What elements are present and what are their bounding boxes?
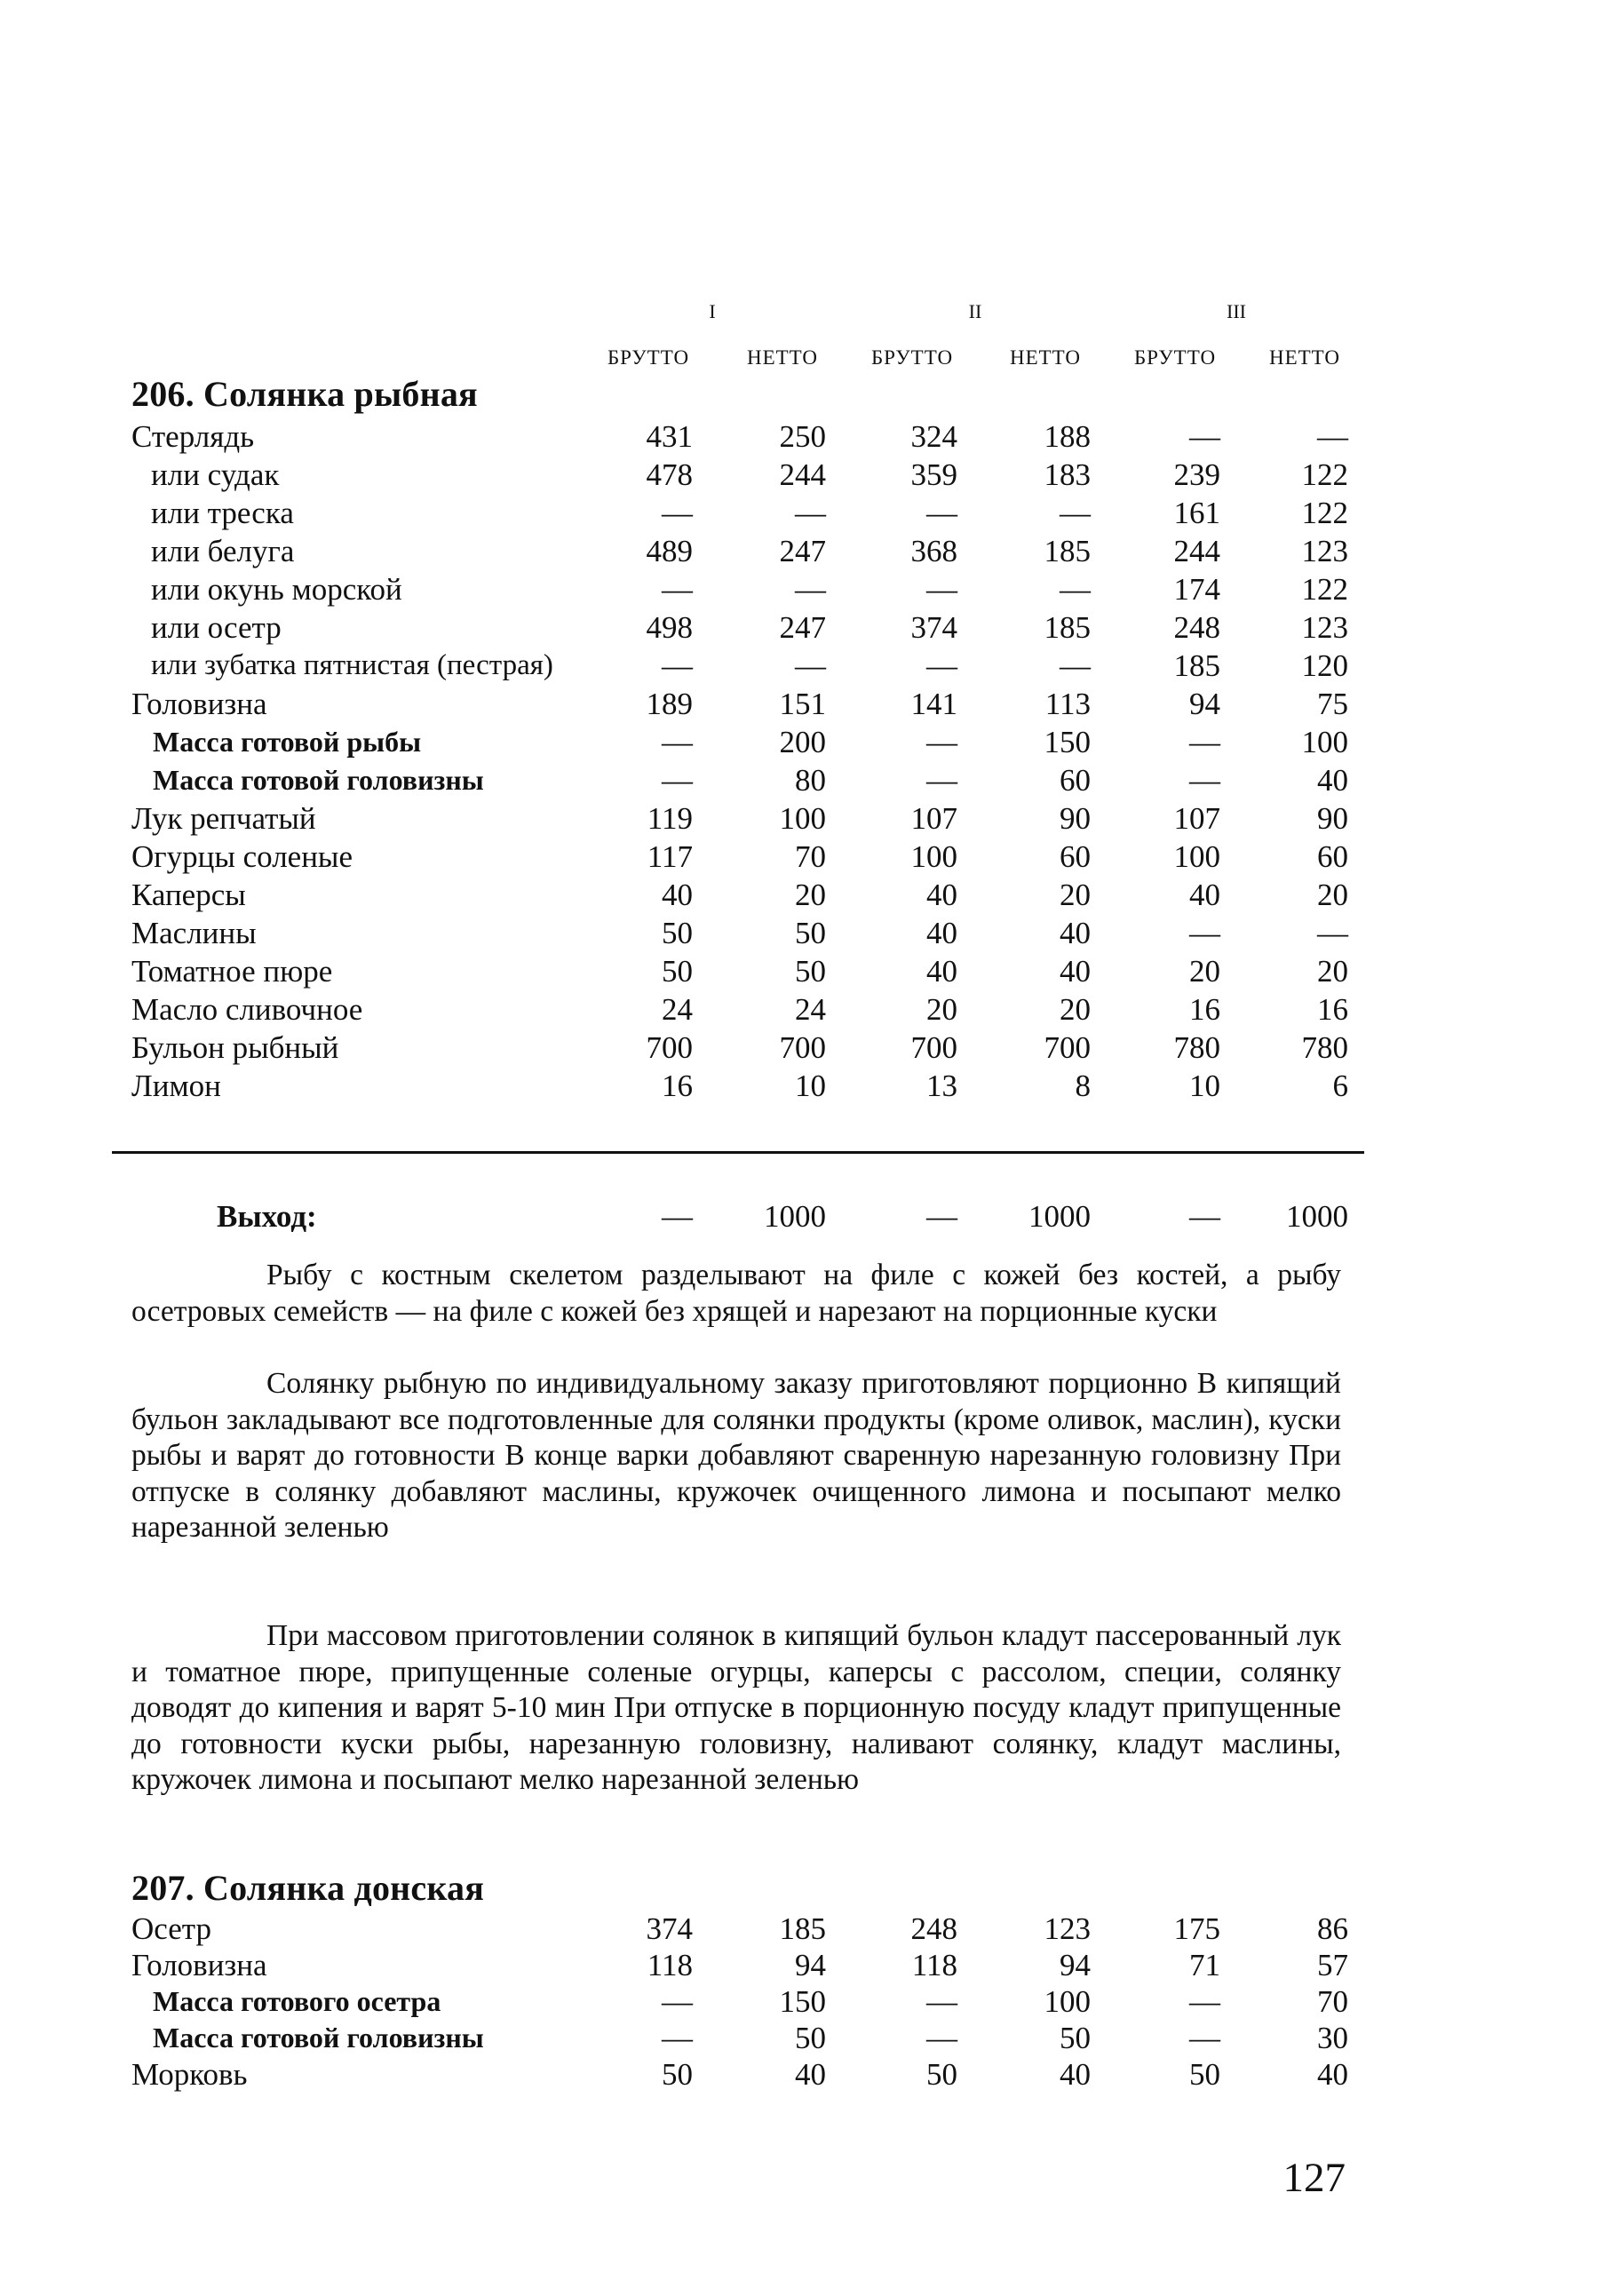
ingredient-name: или осетр (151, 610, 282, 645)
netto-3: 75 (1317, 687, 1348, 721)
ingredient-name: Каперсы (131, 878, 246, 912)
ingredient-name: или окунь морской (151, 572, 402, 607)
brutto-1: 50 (662, 2057, 693, 2092)
netto-3: — (1317, 916, 1348, 950)
table-row (0, 1946, 1612, 1984)
brutto-3: 50 (1189, 2057, 1220, 2092)
ingredient-name: Головизна (131, 687, 267, 721)
netto-2: 40 (1060, 916, 1091, 950)
table-row (0, 685, 1612, 723)
netto-2: 123 (1044, 1911, 1091, 1946)
brutto-1: — (662, 725, 693, 759)
table-row (0, 952, 1612, 990)
netto-1: 100 (779, 801, 826, 836)
brutto-1: 50 (662, 916, 693, 950)
table-row (0, 2019, 1612, 2057)
table-row (0, 838, 1612, 876)
netto-2: — (1060, 572, 1091, 607)
netto-3: — (1317, 419, 1348, 454)
netto-1: — (795, 648, 826, 683)
output-row (0, 1197, 1612, 1236)
brutto-1: 431 (646, 419, 693, 454)
ingredient-name: Головизна (131, 1948, 267, 1982)
brutto-2: 40 (926, 954, 957, 989)
netto-3: 57 (1317, 1948, 1348, 1982)
netto-3: 120 (1301, 648, 1348, 683)
brutto-3: 10 (1189, 1069, 1220, 1103)
netto-2: 40 (1060, 954, 1091, 989)
netto-3: 60 (1317, 839, 1348, 874)
table-row (0, 570, 1612, 608)
table-row (0, 1910, 1612, 1948)
brutto-1: 16 (662, 1069, 693, 1103)
paragraph-individual: Солянку рыбную по индивидуальному заказу приготовляют порционно В кипящий бульон закладывают все подготовленные для солянки продукты (кроме оливок, маслин), куски рыбы и варят до готовности В конце варки добавляют сваренную нарезанную головизну При отпуске в солянку добавляют маслины, кружочек очищенного лимона и посыпают мелко нарезанной зеленью (131, 1367, 1341, 1544)
brutto-3: — (1189, 2021, 1220, 2055)
brutto-2: — (926, 725, 957, 759)
brutto-3: 780 (1173, 1030, 1220, 1065)
column-group-row (0, 300, 1612, 336)
netto-3: 780 (1301, 1030, 1348, 1065)
netto-3: 122 (1301, 457, 1348, 492)
table-row (0, 1067, 1612, 1105)
table-row (0, 1029, 1612, 1067)
paragraph-cutting: Рыбу с костным скелетом разделывают на филе с кожей без костей, а рыбу осетровых семейств — на филе с кожей без хрящей и нарезают на порционные куски (131, 1259, 1341, 1328)
brutto-1: 498 (646, 610, 693, 645)
netto-3: 86 (1317, 1911, 1348, 1946)
brutto-2: 324 (910, 419, 957, 454)
output-brutto-2: — (926, 1199, 957, 1234)
column-group-1: I (709, 300, 716, 322)
brutto-2: — (926, 2021, 957, 2055)
brutto-3: — (1189, 419, 1220, 454)
brutto-1: 40 (662, 878, 693, 912)
table-row (0, 417, 1612, 456)
ingredient-name: или зубатка пятнистая (пестрая) (151, 649, 553, 681)
table-row (0, 723, 1612, 761)
netto-1: — (795, 496, 826, 530)
netto-1: 247 (779, 534, 826, 568)
recipe-206-title: 206. Солянка рыбная (131, 374, 478, 414)
ingredient-name: Морковь (131, 2057, 248, 2092)
column-header-netto-3: НЕТТО (1268, 346, 1341, 369)
brutto-1: 24 (662, 992, 693, 1027)
ingredient-name: Маслины (131, 916, 257, 950)
netto-1: 94 (795, 1948, 826, 1982)
brutto-2: 248 (910, 1911, 957, 1946)
brutto-2: 13 (926, 1069, 957, 1103)
netto-1: 10 (795, 1069, 826, 1103)
brutto-1: — (662, 572, 693, 607)
netto-2: 20 (1060, 992, 1091, 1027)
table-row (0, 532, 1612, 570)
table-row (0, 990, 1612, 1029)
table-row (0, 914, 1612, 952)
brutto-2: 368 (910, 534, 957, 568)
column-header-netto-1: НЕТТО (746, 346, 819, 369)
netto-1: 20 (795, 878, 826, 912)
brutto-2: — (926, 572, 957, 607)
table-row (0, 799, 1612, 838)
paragraph-mass: При массовом приготовлении солянок в кипящий бульон кладут пассерованный лук и томатное пюре, припущенные соленые огурцы, каперсы с рассолом, специи, солянку доводят до кипения и варят 5-10 мин При отпуске в порционную посуду кладут припущенные до готовности куски рыбы, нарезанную головизну, наливают солянку, кладут маслины, кружочек лимона и посыпают мелко нарезанной зеленью (131, 1619, 1341, 1796)
netto-2: — (1060, 648, 1091, 683)
netto-1: 150 (779, 1984, 826, 2019)
netto-1: 70 (795, 839, 826, 874)
netto-2: 94 (1060, 1948, 1091, 1982)
netto-3: 123 (1301, 610, 1348, 645)
brutto-1: 374 (646, 1911, 693, 1946)
brutto-1: — (662, 1984, 693, 2019)
brutto-1: 117 (647, 839, 693, 874)
column-header-brutto-3: БРУТТО (1133, 346, 1217, 369)
ingredient-name: Масса готовой головизны (153, 764, 484, 796)
netto-3: 122 (1301, 572, 1348, 607)
netto-2: 150 (1044, 725, 1091, 759)
netto-1: 40 (795, 2057, 826, 2092)
brutto-3: 248 (1173, 610, 1220, 645)
output-label: Выход: (217, 1199, 317, 1234)
brutto-1: 50 (662, 954, 693, 989)
page-number: 127 (1282, 2155, 1346, 2201)
brutto-3: 94 (1189, 687, 1220, 721)
brutto-1: — (662, 763, 693, 798)
netto-2: 90 (1060, 801, 1091, 836)
netto-2: 40 (1060, 2057, 1091, 2092)
brutto-3: — (1189, 725, 1220, 759)
brutto-2: 100 (910, 839, 957, 874)
recipe-207-title: 207. Солянка донская (131, 1868, 485, 1908)
column-header-brutto-2: БРУТТО (870, 346, 954, 369)
brutto-2: 107 (910, 801, 957, 836)
brutto-1: 119 (647, 801, 693, 836)
brutto-3: 20 (1189, 954, 1220, 989)
brutto-2: — (926, 648, 957, 683)
brutto-2: 374 (910, 610, 957, 645)
column-group-3: III (1227, 300, 1246, 322)
table-row (0, 647, 1612, 685)
brutto-1: 489 (646, 534, 693, 568)
brutto-2: — (926, 1984, 957, 2019)
brutto-3: — (1189, 1984, 1220, 2019)
ingredient-name: или судак (151, 457, 280, 492)
output-brutto-1: — (662, 1199, 693, 1234)
netto-3: 20 (1317, 878, 1348, 912)
ingredient-name: Осетр (131, 1911, 211, 1946)
netto-3: 90 (1317, 801, 1348, 836)
netto-1: 50 (795, 916, 826, 950)
brutto-3: — (1189, 763, 1220, 798)
brutto-3: 40 (1189, 878, 1220, 912)
ingredient-name: Масса готовой рыбы (153, 726, 422, 758)
table-row (0, 761, 1612, 799)
column-group-2: II (968, 300, 982, 322)
brutto-2: 40 (926, 878, 957, 912)
netto-2: 700 (1044, 1030, 1091, 1065)
brutto-2: 40 (926, 916, 957, 950)
netto-3: 16 (1317, 992, 1348, 1027)
brutto-3: 185 (1173, 648, 1220, 683)
ingredient-name: Масса готового осетра (153, 1985, 441, 2017)
output-netto-3: 1000 (1286, 1199, 1348, 1234)
ingredient-name: или белуга (151, 534, 295, 568)
netto-2: 188 (1044, 419, 1091, 454)
column-header-brutto-1: БРУТТО (607, 346, 690, 369)
brutto-3: 174 (1173, 572, 1220, 607)
brutto-2: — (926, 763, 957, 798)
brutto-1: — (662, 496, 693, 530)
netto-3: 122 (1301, 496, 1348, 530)
brutto-3: 161 (1173, 496, 1220, 530)
brutto-2: 20 (926, 992, 957, 1027)
netto-2: 113 (1044, 687, 1091, 721)
brutto-3: 175 (1173, 1911, 1220, 1946)
ingredient-name: Масло сливочное (131, 992, 363, 1027)
netto-1: 50 (795, 2021, 826, 2055)
brutto-3: 16 (1189, 992, 1220, 1027)
netto-1: 700 (779, 1030, 826, 1065)
netto-3: 30 (1317, 2021, 1348, 2055)
table-row (0, 456, 1612, 494)
netto-3: 70 (1317, 1984, 1348, 2019)
table-row (0, 2055, 1612, 2093)
netto-2: 60 (1060, 763, 1091, 798)
netto-1: 244 (779, 457, 826, 492)
netto-1: 185 (779, 1911, 826, 1946)
brutto-1: 700 (646, 1030, 693, 1065)
netto-2: 100 (1044, 1984, 1091, 2019)
netto-3: 20 (1317, 954, 1348, 989)
table-row (0, 608, 1612, 647)
ingredient-name: Лимон (131, 1069, 221, 1103)
brutto-3: 71 (1189, 1948, 1220, 1982)
brutto-2: 141 (910, 687, 957, 721)
brutto-1: — (662, 648, 693, 683)
brutto-1: — (662, 2021, 693, 2055)
column-header-netto-2: НЕТТО (1009, 346, 1082, 369)
ingredient-name: Стерлядь (131, 419, 255, 454)
netto-2: 8 (1075, 1069, 1091, 1103)
netto-3: 123 (1301, 534, 1348, 568)
brutto-3: 100 (1173, 839, 1220, 874)
brutto-2: 50 (926, 2057, 957, 2092)
netto-1: 24 (795, 992, 826, 1027)
brutto-1: 478 (646, 457, 693, 492)
brutto-2: — (926, 496, 957, 530)
netto-1: 247 (779, 610, 826, 645)
netto-1: — (795, 572, 826, 607)
table-divider (112, 1151, 1364, 1154)
table-row (0, 494, 1612, 532)
netto-1: 250 (779, 419, 826, 454)
netto-3: 40 (1317, 763, 1348, 798)
ingredient-name: Лук репчатый (131, 801, 316, 836)
netto-2: 50 (1060, 2021, 1091, 2055)
netto-2: 185 (1044, 610, 1091, 645)
ingredient-name: или треска (151, 496, 294, 530)
output-netto-1: 1000 (764, 1199, 826, 1234)
brutto-2: 359 (910, 457, 957, 492)
netto-2: 185 (1044, 534, 1091, 568)
brutto-1: 118 (647, 1948, 693, 1982)
ingredient-name: Томатное пюре (131, 954, 333, 989)
brutto-2: 118 (911, 1948, 957, 1982)
ingredient-name: Огурцы соленые (131, 839, 353, 874)
brutto-3: 244 (1173, 534, 1220, 568)
netto-2: 60 (1060, 839, 1091, 874)
netto-2: — (1060, 496, 1091, 530)
netto-1: 50 (795, 954, 826, 989)
netto-3: 40 (1317, 2057, 1348, 2092)
table-row (0, 1982, 1612, 2021)
netto-2: 20 (1060, 878, 1091, 912)
netto-1: 80 (795, 763, 826, 798)
netto-1: 200 (779, 725, 826, 759)
output-netto-2: 1000 (1028, 1199, 1091, 1234)
brutto-3: — (1189, 916, 1220, 950)
brutto-3: 107 (1173, 801, 1220, 836)
output-brutto-3: — (1189, 1199, 1220, 1234)
netto-3: 100 (1301, 725, 1348, 759)
netto-1: 151 (779, 687, 826, 721)
brutto-1: 189 (646, 687, 693, 721)
ingredient-name: Бульон рыбный (131, 1030, 339, 1065)
ingredient-name: Масса готовой головизны (153, 2022, 484, 2054)
brutto-3: 239 (1173, 457, 1220, 492)
brutto-2: 700 (910, 1030, 957, 1065)
netto-2: 183 (1044, 457, 1091, 492)
netto-3: 6 (1332, 1069, 1348, 1103)
table-row (0, 876, 1612, 914)
